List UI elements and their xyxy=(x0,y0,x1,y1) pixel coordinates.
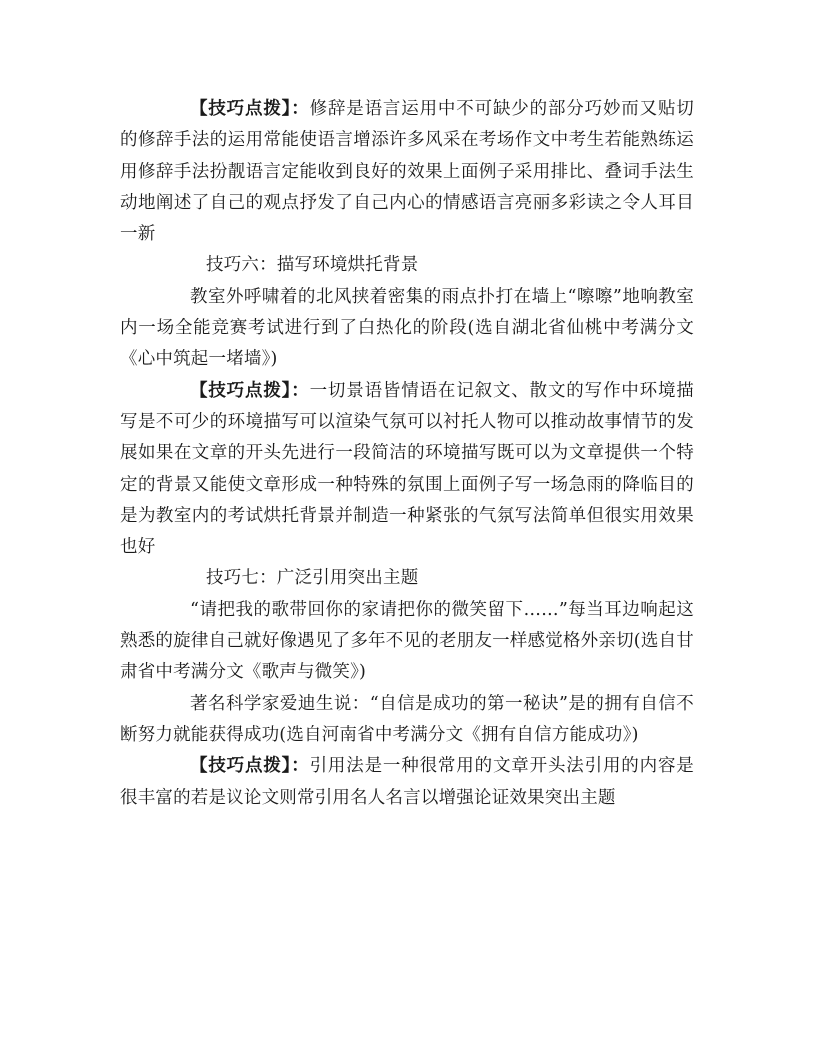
example-paragraph-wind-rain xyxy=(120,282,694,376)
technique-seven-heading xyxy=(120,563,694,594)
technique-six-heading xyxy=(120,250,694,281)
paragraph-text: 引用法是一种很常用的文章开头法引用的内容是很丰富的若是议论文则常引用名人名言以增强论证效果突出主题 xyxy=(120,756,694,808)
tip-paragraph-environment xyxy=(120,376,694,564)
document-body xyxy=(120,94,694,814)
tip-paragraph-quotation xyxy=(120,751,694,814)
heading-text: 技巧七：广泛引用突出主题 xyxy=(206,568,419,589)
heading-text: 技巧六：描写环境烘托背景 xyxy=(206,255,419,276)
paragraph-text: “请把我的歌带回你的家请把你的微笑留下……”每当耳边响起这熟悉的旋律自己就好像遇见了多年不见的老朋友一样感觉格外亲切(选自甘肃省中考满分文《歌声与微笑》) xyxy=(120,599,694,683)
paragraph-text: 教室外呼啸着的北风挟着密集的雨点扑打在墙上“嚓嚓”地响教室内一场全能竞赛考试进行到了白热化的阶段(选自湖北省仙桃中考满分文《心中筑起一堵墙》) xyxy=(120,286,694,370)
paragraph-text: 著名科学家爱迪生说：“自信是成功的第一秘诀”是的拥有自信不断努力就能获得成功(选自河南省中考满分文《拥有自信方能成功》) xyxy=(120,693,694,745)
tip-label: 【技巧点拨】： xyxy=(190,380,310,401)
example-paragraph-song xyxy=(120,595,694,689)
paragraph-text: 一切景语皆情语在记叙文、散文的写作中环境描写是不可少的环境描写可以渲染气氛可以衬托人物可以推动故事情节的发展如果在文章的开头先进行一段简洁的环境描写既可以为文章提供一个特定的背景又能使文章形成一种特殊的氛围上面例子写一场急雨的降临目的是为教室内的考试烘托背景并制造一种紧张的气氛写法简单但很实用效果也好 xyxy=(120,380,694,558)
paragraph-text: 修辞是语言运用中不可缺少的部分巧妙而又贴切的修辞手法的运用常能使语言增添许多风采在考场作文中考生若能熟练运用修辞手法扮靓语言定能收到良好的效果上面例子采用排比、叠词手法生动地阐述了自己的观点抒发了自己内心的情感语言亮丽多彩读之令人耳目一新 xyxy=(120,99,694,245)
tip-label: 【技巧点拨】： xyxy=(190,756,310,777)
tip-label: 【技巧点拨】： xyxy=(190,99,310,119)
tip-paragraph-rhetoric xyxy=(120,94,694,250)
example-paragraph-edison xyxy=(120,689,694,752)
